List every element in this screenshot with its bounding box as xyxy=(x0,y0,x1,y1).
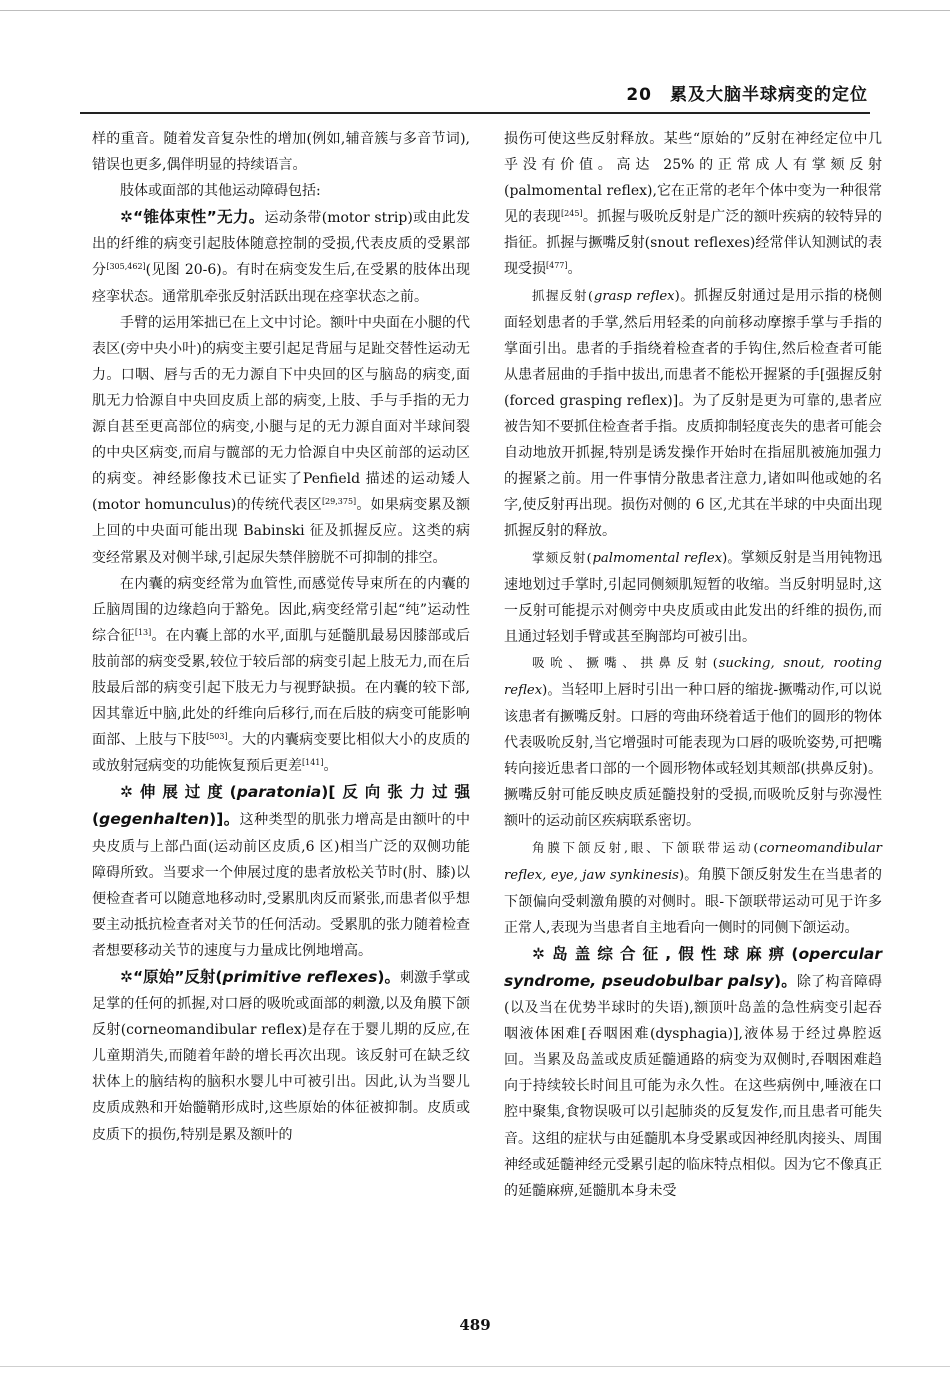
citation: [503] xyxy=(206,732,228,742)
subsection-title: 掌颏反射(palmomental reflex)。 xyxy=(532,549,741,566)
section-opercular-syndrome: ✲岛盖综合征,假性球麻痹(opercular syndrome, pseudobulbar palsy)。除了构音障碍(以及当在优势半球时的失语),额顶叶岛盖的急性病变引起吞咽液体困难[吞咽困难(dysphagia)],液体易于经过鼻腔返回。当累及岛盖或皮质延髓通路的病变为双侧时,吞咽困难趋向于持续较长时间且可能为永久性。在这些病例中,唾液在口腔中聚集,食物误吸可以引起肺炎的反复发作,而且患者可能失音。这组的症状与由延髓肌本身受累或因神经肌肉接头、周围神经或延髓神经元受累引起的临床特点相似。因为它不像真正的延髓麻痹,延髓肌本身未受 xyxy=(504,944,882,1199)
subsection-title: 抓握反射(grasp reflex)。 xyxy=(532,287,694,304)
paragraph: 损伤可使这些反射释放。某些“原始的”反射在神经定位中几乎没有价值。高达 25%的正常成人有掌颏反射(palmomental reflex),它在正常的老年个体中变为一种很常见的表现[245]。抓握与吸吮反射是广泛的额叶疾病的较特异的指征。抓握与撅嘴反射(snout reflexes)经常伴认知测试的表现受损[477]。 xyxy=(504,131,883,278)
subsection-title: 吸吮、撅嘴、拱鼻反射(sucking, snout, rooting reflex)。 xyxy=(504,654,882,698)
paragraph: 在内囊的病变经常为血管性,而感觉传导束所在的内囊的丘脑周围的边缘趋向于豁免。因此,病变经常引起“纯”运动性综合征[13]。在内囊上部的水平,面肌与延髓肌最易因膝部或后肢前部的病变受累,较位于较后部的病变引起上肢无力,而在后肢最后部的病变引起下肢无力与视野缺损。在内囊的较下部,因其靠近中脑,此处的纤维向后移行,而在后肢的病变可能影响面部、上肢与下肢[503]。大的内囊病变要比相似大小的皮质的或放射冠病变的功能恢复预后更差[141]。 xyxy=(92,575,471,775)
citation: [29,375] xyxy=(321,497,357,507)
page-number: 489 xyxy=(459,1316,491,1334)
citation: [477] xyxy=(546,261,568,271)
subsection-corneomandibular: 角膜下颌反射,眼、下颌联带运动(corneomandibular reflex, eye, jaw synkinesis)。角膜下颌反射发生在当患者的下颌偏向受刺激角膜的对侧时。眼-下颌联带运动可见于许多正常人,表现为当患者自主地看向一侧时的同侧下颌运动。 xyxy=(504,839,882,936)
section-pyramidal-weakness: ✲“锥体束性”无力。运动条带(motor strip)或由此发出的纤维的病变引起肢体随意控制的受损,代表皮质的受累部分[305,462](见图 20-6)。有时在病变发生后,在受累的肢体出现痉挛状态。通常肌牵张反射活跃出现在痉挛状态之前。 xyxy=(92,208,471,305)
subsection-sucking-snout-rooting: 吸吮、撅嘴、拱鼻反射(sucking, snout, rooting reflex)。当轻叩上唇时引出一种口唇的缩拢-撅嘴动作,可以说该患者有撅嘴反射。口唇的弯曲环绕着适于他们的圆形的物体代表吸吮反射,当它增强时可能表现为口唇的吸吮姿势,可把嘴转向接近患者口部的一个圆形物体或轻划其颊部(拱鼻反射)。撅嘴反射可能反映皮质延髓投射的受损,而吸吮反射与弥漫性额叶的运动前区疾病联系密切。 xyxy=(504,654,882,830)
citation: [305,462] xyxy=(106,262,146,272)
citation: [245] xyxy=(561,209,583,219)
subsection-title: 角膜下颌反射,眼、下颌联带运动(corneomandibular reflex, eye, jaw synkinesis)。 xyxy=(504,839,882,883)
scan-bottom-line xyxy=(0,1366,950,1367)
section-heading: ✲“原始”反射(primitive reflexes)。 xyxy=(120,968,400,986)
citation: [13] xyxy=(134,627,152,637)
section-paratonia: ✲伸展过度(paratonia)[反向张力过强(gegenhalten)]。这种类型的肌张力增高是由额叶的中央皮质与上部凸面(运动前区皮质,6 区)相当广泛的双侧功能障碍所致。当要求一个伸展过度的患者放松关节时(肘、膝)以便检查者可以随意地移动时,受累肌肉反而紧张,而患者似乎想要主动抵抗检查者对关节的任何活动。受累肌的张力随着检查者想要移动关节的速度与力量成比例地增高。 xyxy=(92,783,471,959)
paragraph: 肢体或面部的其他运动障碍包括: xyxy=(120,183,321,200)
section-heading: ✲“锥体束性”无力。 xyxy=(120,208,265,227)
scan-top-line xyxy=(0,10,950,11)
paragraph: 样的重音。随着发音复杂性的增加(例如,辅音簇与多音节词),错误也更多,偶伴明显的持续语言。 xyxy=(92,131,470,174)
subsection-palmomental-reflex: 掌颏反射(palmomental reflex)。掌颏反射是当用钝物迅速地划过手掌时,引起同侧颏肌短暂的收缩。当反射明显时,这一反射可能提示对侧旁中央皮质或由此发出的纤维的损伤,而且通过轻划手臂或甚至胸部均可被引出。 xyxy=(504,549,882,645)
subsection-grasp-reflex: 抓握反射(grasp reflex)。抓握反射通过是用示指的桡侧面轻划患者的手掌,然后用轻柔的向前移动摩擦手掌与手指的掌面引出。患者的手指绕着检查者的手钩住,然后检查者可能从患者屈曲的手指中拔出,而患者不能松开握紧的手[强握反射(forced grasping reflex)]。为了反射是更为可靠的,患者应被告知不要抓住检查者手指。皮质抑制轻度丧失的患者可能会自动地放开抓握,特别是诱发操作开始时在指屈肌被施加强力的握紧之前。用一件事情分散患者注意力,诸如叫他或她的名字,使反射再出现。损伤对侧的 6 区,尤其在半球的中央面出现抓握反射的释放。 xyxy=(504,287,883,540)
section-primitive-reflexes: ✲“原始”反射(primitive reflexes)。刺激手掌或足掌的任何的抓握,对口唇的吸吮或面部的刺激,以及角膜下颌反射(corneomandibular reflex)是存在于婴儿期的反应,在儿童期消失,而随着年龄的增长再次出现。该反射可在缺乏纹状体上的脑结构的脑积水婴儿中可被引出。因此,认为当婴儿皮质成熟和开始髓鞘形成时,这些原始的体征被抑制。皮质或皮质下的损伤,特别是累及额叶的 xyxy=(92,968,471,1143)
header-rule xyxy=(80,112,870,114)
section-heading: ✲伸展过度(paratonia)[反向张力过强(gegenhalten)]。 xyxy=(92,783,470,829)
section-heading: ✲岛盖综合征,假性球麻痹(opercular syndrome, pseudobulbar palsy)。 xyxy=(504,944,882,990)
chapter-title: 20 累及大脑半球病变的定位 xyxy=(626,85,868,105)
right-column xyxy=(504,126,882,1204)
left-column xyxy=(92,126,470,1148)
paragraph: 手臂的运用笨拙已在上文中讨论。额叶中央面在小腿的代表区(旁中央小叶)的病变主要引起足背屈与足趾交替性运动无力。口咽、唇与舌的无力源自下中央回的区与脑岛的病变,面肌无力恰源自中央回皮质上部的病变,上肢、手与手指的无力源自甚至更高部位的病变,小腿与足的无力源自面对半球间裂的中央区病变,而肩与髋部的无力恰源自中央区前部的运动区的病变。神经影像技术已证实了Penfield 描述的运动矮人(motor homunculus)的传统代表区[29,375]。如果病变累及额上回的中央面可能出现 Babinski 征及抓握反应。这类的病变经常累及对侧半球,引起尿失禁伴膀胱不可抑制的排空。 xyxy=(92,314,470,566)
citation: [141] xyxy=(302,758,324,768)
